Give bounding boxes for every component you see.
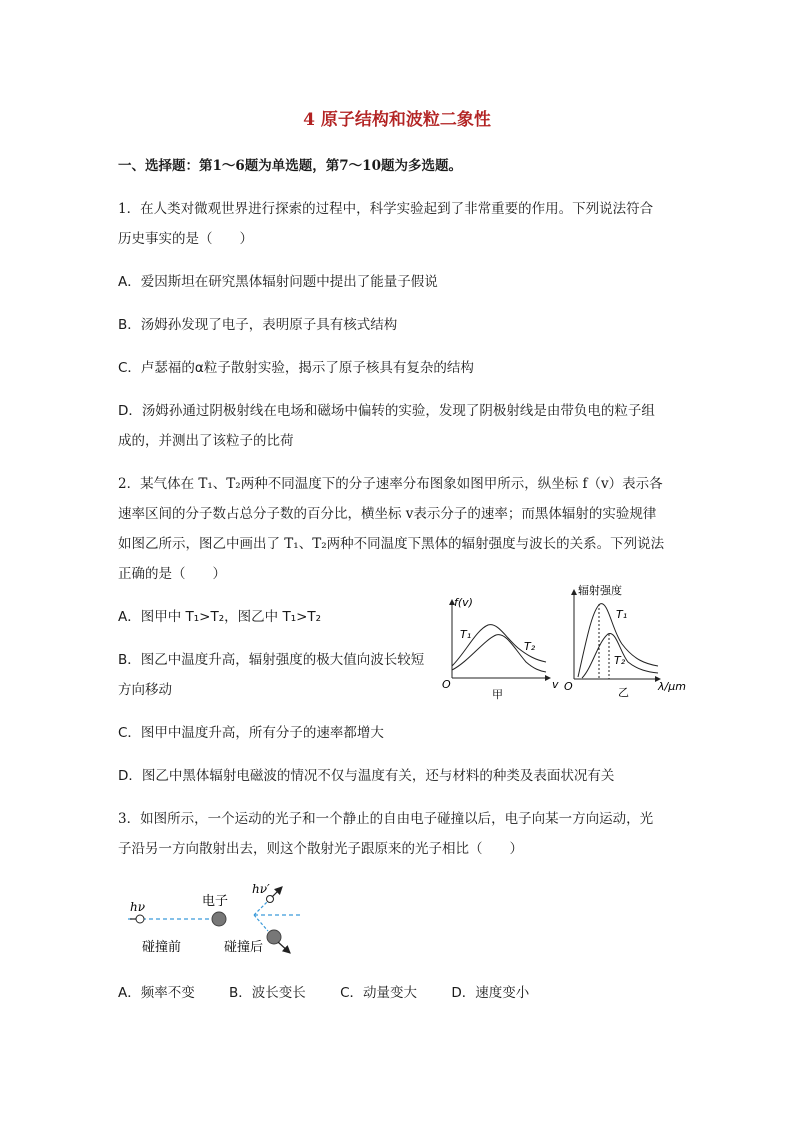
q1-option-c: C．卢瑟福的α粒子散射实验，揭示了原子核具有复杂的结构 <box>118 360 474 376</box>
figure-yi <box>562 582 687 702</box>
q3-stem-line1: 3．如图所示，一个运动的光子和一个静止的自由电子碰撞以后，电子向某一方向运动，光 <box>118 811 654 827</box>
q1-option-d-line2: 成的，并测出了该粒子的比荷 <box>118 433 294 449</box>
before-caption: 碰撞前 <box>142 940 182 955</box>
q3-option-a: A．频率不变 <box>118 985 195 1001</box>
q3-option-c: C．动量变大 <box>340 985 418 1001</box>
section-header: 一、选择题：第1～6题为单选题，第7～10题为多选题。 <box>118 158 462 174</box>
q3-option-d: D．速度变小 <box>451 985 530 1001</box>
q2-option-b-line1: B．图乙中温度升高，辐射强度的极大值向波长较短 <box>118 652 425 668</box>
q1-option-d-line1: D．汤姆孙通过阴极射线在电场和磁场中偏转的实验，发现了阴极射线是由带负电的粒子组 <box>118 403 655 419</box>
recoil-electron <box>267 930 281 944</box>
q2-option-b-line2: 方向移动 <box>118 682 172 698</box>
scattered-photon-path <box>254 901 268 915</box>
q2-option-c: C．图甲中温度升高，所有分子的速率都增大 <box>118 725 384 741</box>
after-caption: 碰撞后 <box>224 940 264 955</box>
jia-ylabel: f(v) <box>454 596 473 609</box>
recoil-electron-path <box>254 915 268 931</box>
photon-after-label: hν′ <box>252 882 270 896</box>
yi-ylabel: 辐射强度 <box>578 584 622 597</box>
q2-stem-line2: 速率区间的分子数占总分子数的百分比，横坐标 v表示分子的速率；而黑体辐射的实验规律 <box>118 506 657 522</box>
q2-stem-line3: 如图乙所示，图乙中画出了 T₁、T₂两种不同温度下黑体的辐射强度与波长的关系。下列说法 <box>118 536 665 552</box>
yi-t1-label: T₁ <box>616 608 628 621</box>
q2-stem-line1: 2．某气体在 T₁、T₂两种不同温度下的分子速率分布图象如图甲所示，纵坐标 f（v）表示各 <box>118 476 663 492</box>
jia-origin: O <box>442 678 451 691</box>
q1-stem-line1: 1．在人类对微观世界进行探索的过程中，科学实验起到了非常重要的作用。下列说法符合 <box>118 201 654 217</box>
q2-stem-line4: 正确的是（ ） <box>118 566 226 582</box>
yi-xlabel: λ/μm <box>658 680 686 693</box>
electron-label: 电子 <box>202 894 229 909</box>
yi-origin: O <box>564 680 573 693</box>
q3-options <box>118 981 559 1001</box>
incident-photon-dot <box>136 915 144 923</box>
q1-stem-line2: 历史事实的是（ ） <box>118 231 253 247</box>
figure-jia <box>438 592 563 702</box>
q1-option-a: A．爱因斯坦在研究黑体辐射问题中提出了能量子假说 <box>118 274 438 290</box>
jia-t1-label: T₁ <box>460 628 472 641</box>
jia-caption: 甲 <box>492 688 503 701</box>
q2-option-d: D．图乙中黑体辐射电磁波的情况不仅与温度有关，还与材料的种类及表面状况有关 <box>118 768 615 784</box>
q3-stem-line2: 子沿另一方向散射出去，则这个散射光子跟原来的光子相比（ ） <box>118 841 523 857</box>
electron-at-rest <box>212 912 226 926</box>
page-title: 4 原子结构和波粒二象性 <box>303 110 491 130</box>
yi-caption: 乙 <box>618 686 629 699</box>
scattered-photon-arrow <box>272 887 282 897</box>
jia-xlabel: v <box>552 678 559 691</box>
q2-option-a: A．图甲中 T₁>T₂，图乙中 T₁>T₂ <box>118 609 322 625</box>
q3-option-b: B．波长变长 <box>229 985 306 1001</box>
figure-compton <box>118 875 318 960</box>
photon-before-label: hν <box>130 900 146 914</box>
q1-option-b: B．汤姆孙发现了电子，表明原子具有核式结构 <box>118 317 398 333</box>
yi-t2-label: T₂ <box>614 654 626 667</box>
recoil-electron-arrow <box>278 942 290 953</box>
jia-t2-label: T₂ <box>524 640 536 653</box>
